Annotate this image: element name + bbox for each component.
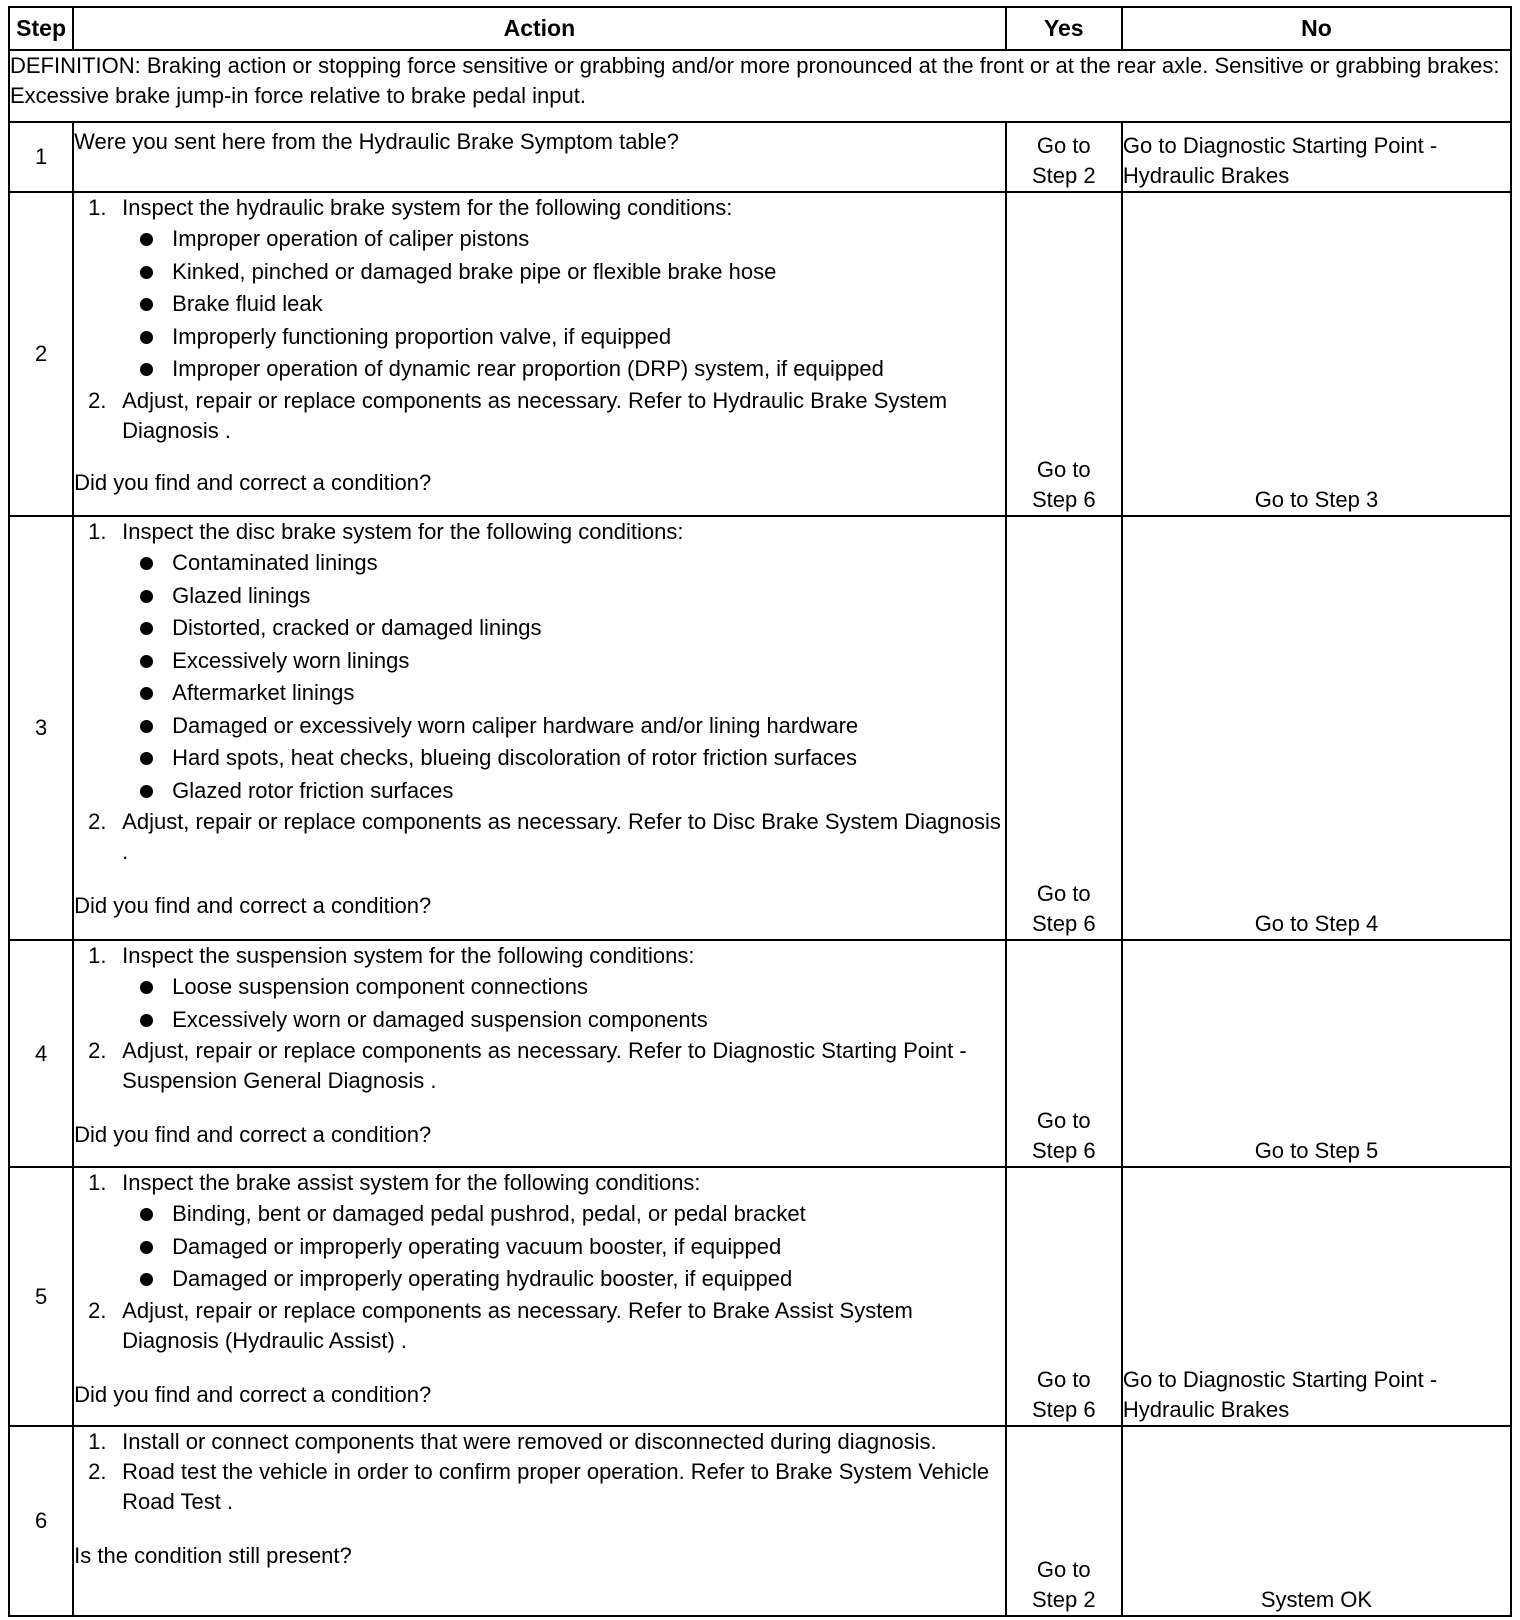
bullet-icon (140, 1273, 153, 1286)
no-line: Go to Step 4 (1254, 911, 1379, 936)
yes-cell (1006, 122, 1122, 192)
bullet-icon (140, 622, 153, 635)
definition-text: DEFINITION: Braking action or stopping force sensitive or grabbing and/or more pronounced at the front or at the rear axle. Sensitive or grabbing brakes: Excessive brake jump-in force relative to brake pedal input. (9, 50, 1511, 122)
step-item-text: Adjust, repair or replace components as necessary. Refer to Brake Assist System Diagnosis (Hydraulic Assist) . (122, 1297, 913, 1353)
action-step (74, 1036, 1004, 1096)
question-text: Is the condition still present? (74, 1543, 352, 1568)
yes-cell (1006, 940, 1122, 1167)
definition-row (9, 50, 1511, 122)
question-text: Did you find and correct a condition? (74, 469, 432, 495)
step-number: 4 (9, 940, 73, 1167)
yes-line: Go to (1036, 133, 1091, 158)
yes-cell (1006, 1426, 1122, 1616)
step-item-number: 2. (88, 1038, 107, 1063)
action-steps (74, 517, 1004, 867)
bullet-icon (140, 590, 153, 603)
yes-line: Step 6 (1031, 1138, 1096, 1163)
list-item: Excessively worn or damaged suspension components (122, 1004, 1004, 1037)
table-row (9, 1426, 1511, 1616)
list-item: Improperly functioning proportion valve, if equipped (122, 321, 1004, 354)
step-item-text: Adjust, repair or replace components as necessary. Refer to Disc Brake System Diagnosis . (122, 809, 1001, 864)
list-item: Brake fluid leak (122, 288, 1004, 321)
no-cell (1122, 1167, 1511, 1426)
action-cell (73, 122, 1005, 192)
yes-line: Step 6 (1031, 487, 1096, 512)
no-line: Go to Diagnostic Starting Point - (1122, 1367, 1438, 1392)
table-row (9, 940, 1511, 1167)
bullet-icon (140, 720, 153, 733)
list-item: Distorted, cracked or damaged linings (122, 612, 1004, 645)
bullet-icon (140, 687, 153, 700)
step-item-text: Road test the vehicle in order to confirm proper operation. Refer to Brake System Vehicle Road Test . (122, 1459, 990, 1514)
step-item-number: 2. (88, 1297, 107, 1323)
action-steps (74, 941, 1004, 1096)
bullet-icon (140, 331, 153, 344)
action-cell (73, 516, 1005, 940)
step-item-text: Inspect the disc brake system for the following conditions: (122, 519, 684, 544)
action-step (74, 1427, 1004, 1457)
question-text: Were you sent here from the Hydraulic Brake Symptom table? (74, 129, 680, 154)
condition-list (122, 547, 1004, 807)
no-cell (1122, 516, 1511, 940)
bullet-icon (140, 298, 153, 311)
question-text: Did you find and correct a condition? (74, 1122, 432, 1147)
step-item-number: 1. (88, 1429, 107, 1454)
question-text: Did you find and correct a condition? (74, 893, 432, 918)
action-step (74, 1296, 1004, 1356)
yes-line: Go to (1036, 457, 1091, 482)
yes-cell (1006, 516, 1122, 940)
list-item: Loose suspension component connections (122, 971, 1004, 1004)
yes-line: Step 2 (1031, 1587, 1096, 1612)
no-cell (1122, 1426, 1511, 1616)
yes-line: Step 2 (1031, 163, 1096, 188)
step-item-number: 1. (88, 943, 107, 968)
action-step (74, 941, 1004, 1036)
yes-line: Go to (1036, 1108, 1091, 1133)
action-cell (73, 1167, 1005, 1426)
list-item: Damaged or excessively worn caliper hardware and/or lining hardware (122, 710, 1004, 743)
step-item-number: 2. (88, 809, 107, 834)
step-item-text: Adjust, repair or replace components as necessary. Refer to Diagnostic Starting Point - Suspension General Diagnosis . (122, 1038, 967, 1093)
question-text: Did you find and correct a condition? (74, 1381, 432, 1407)
bullet-icon (140, 363, 153, 376)
condition-list (122, 223, 1004, 386)
no-line: Go to Diagnostic Starting Point - (1122, 133, 1438, 158)
step-item-number: 1. (88, 519, 107, 544)
yes-line: Go to (1036, 1557, 1091, 1582)
step-item-text: Install or connect components that were removed or disconnected during diagnosis. (122, 1429, 937, 1454)
yes-cell (1006, 1167, 1122, 1426)
action-cell (73, 1426, 1005, 1616)
step-item-number: 2. (88, 387, 107, 413)
step-item-text: Inspect the hydraulic brake system for the following conditions: (122, 195, 733, 220)
list-item: Glazed rotor friction surfaces (122, 775, 1004, 808)
step-item-number: 2. (88, 1459, 107, 1484)
list-item: Contaminated linings (122, 547, 1004, 580)
bullet-icon (140, 557, 153, 570)
list-item: Improper operation of caliper pistons (122, 223, 1004, 256)
no-line: System OK (1260, 1587, 1373, 1612)
action-cell (73, 192, 1005, 516)
list-item: Excessively worn linings (122, 645, 1004, 678)
bullet-icon (140, 233, 153, 246)
list-item: Hard spots, heat checks, blueing discoloration of rotor friction surfaces (122, 742, 1004, 775)
list-item: Damaged or improperly operating hydraulic booster, if equipped (122, 1263, 1004, 1296)
step-item-text: Inspect the suspension system for the following conditions: (122, 943, 695, 968)
list-item: Aftermarket linings (122, 677, 1004, 710)
bullet-icon (140, 266, 153, 279)
step-number: 6 (9, 1426, 73, 1616)
action-step (74, 386, 1004, 446)
list-item: Improper operation of dynamic rear proportion (DRP) system, if equipped (122, 353, 1004, 386)
no-cell (1122, 940, 1511, 1167)
no-cell (1122, 192, 1511, 516)
condition-list (122, 971, 1004, 1036)
bullet-icon (140, 752, 153, 765)
list-item: Kinked, pinched or damaged brake pipe or flexible brake hose (122, 256, 1004, 289)
table-row (9, 1167, 1511, 1426)
action-step (74, 193, 1004, 386)
action-cell (73, 940, 1005, 1167)
action-steps (74, 1168, 1004, 1356)
no-line: Go to Step 3 (1254, 487, 1379, 512)
yes-line: Step 6 (1031, 911, 1096, 936)
no-line: Hydraulic Brakes (1122, 1397, 1290, 1422)
bullet-icon (140, 1014, 153, 1027)
list-item: Glazed linings (122, 580, 1004, 613)
header-yes: Yes (1006, 7, 1122, 50)
yes-line: Step 6 (1031, 1397, 1096, 1422)
no-cell (1122, 122, 1511, 192)
yes-line: Go to (1036, 1367, 1091, 1392)
diagnostic-table (8, 6, 1512, 1617)
bullet-icon (140, 655, 153, 668)
step-item-number: 1. (88, 1170, 107, 1195)
bullet-icon (140, 1241, 153, 1254)
header-row (9, 7, 1511, 50)
header-no: No (1122, 7, 1511, 50)
action-steps (74, 193, 1004, 446)
step-item-text: Adjust, repair or replace components as necessary. Refer to Hydraulic Brake System Diagnosis . (122, 387, 948, 443)
step-number: 3 (9, 516, 73, 940)
action-step (74, 1168, 1004, 1296)
table-row (9, 192, 1511, 516)
action-step (74, 1457, 1004, 1517)
bullet-icon (140, 1208, 153, 1221)
action-step (74, 807, 1004, 867)
step-item-number: 1. (88, 195, 107, 220)
step-number: 2 (9, 192, 73, 516)
step-number: 5 (9, 1167, 73, 1426)
no-line: Go to Step 5 (1254, 1138, 1379, 1163)
no-line: Hydraulic Brakes (1122, 163, 1290, 188)
step-item-text: Inspect the brake assist system for the following conditions: (122, 1170, 701, 1195)
action-steps (74, 1427, 1004, 1517)
table-row (9, 516, 1511, 940)
header-step: Step (9, 7, 73, 50)
header-action: Action (73, 7, 1005, 50)
yes-line: Go to (1036, 881, 1091, 906)
table-row (9, 122, 1511, 192)
bullet-icon (140, 981, 153, 994)
condition-list (122, 1198, 1004, 1296)
list-item: Damaged or improperly operating vacuum booster, if equipped (122, 1231, 1004, 1264)
step-number: 1 (9, 122, 73, 192)
bullet-icon (140, 785, 153, 798)
list-item: Binding, bent or damaged pedal pushrod, pedal, or pedal bracket (122, 1198, 1004, 1231)
action-step (74, 517, 1004, 807)
yes-cell (1006, 192, 1122, 516)
